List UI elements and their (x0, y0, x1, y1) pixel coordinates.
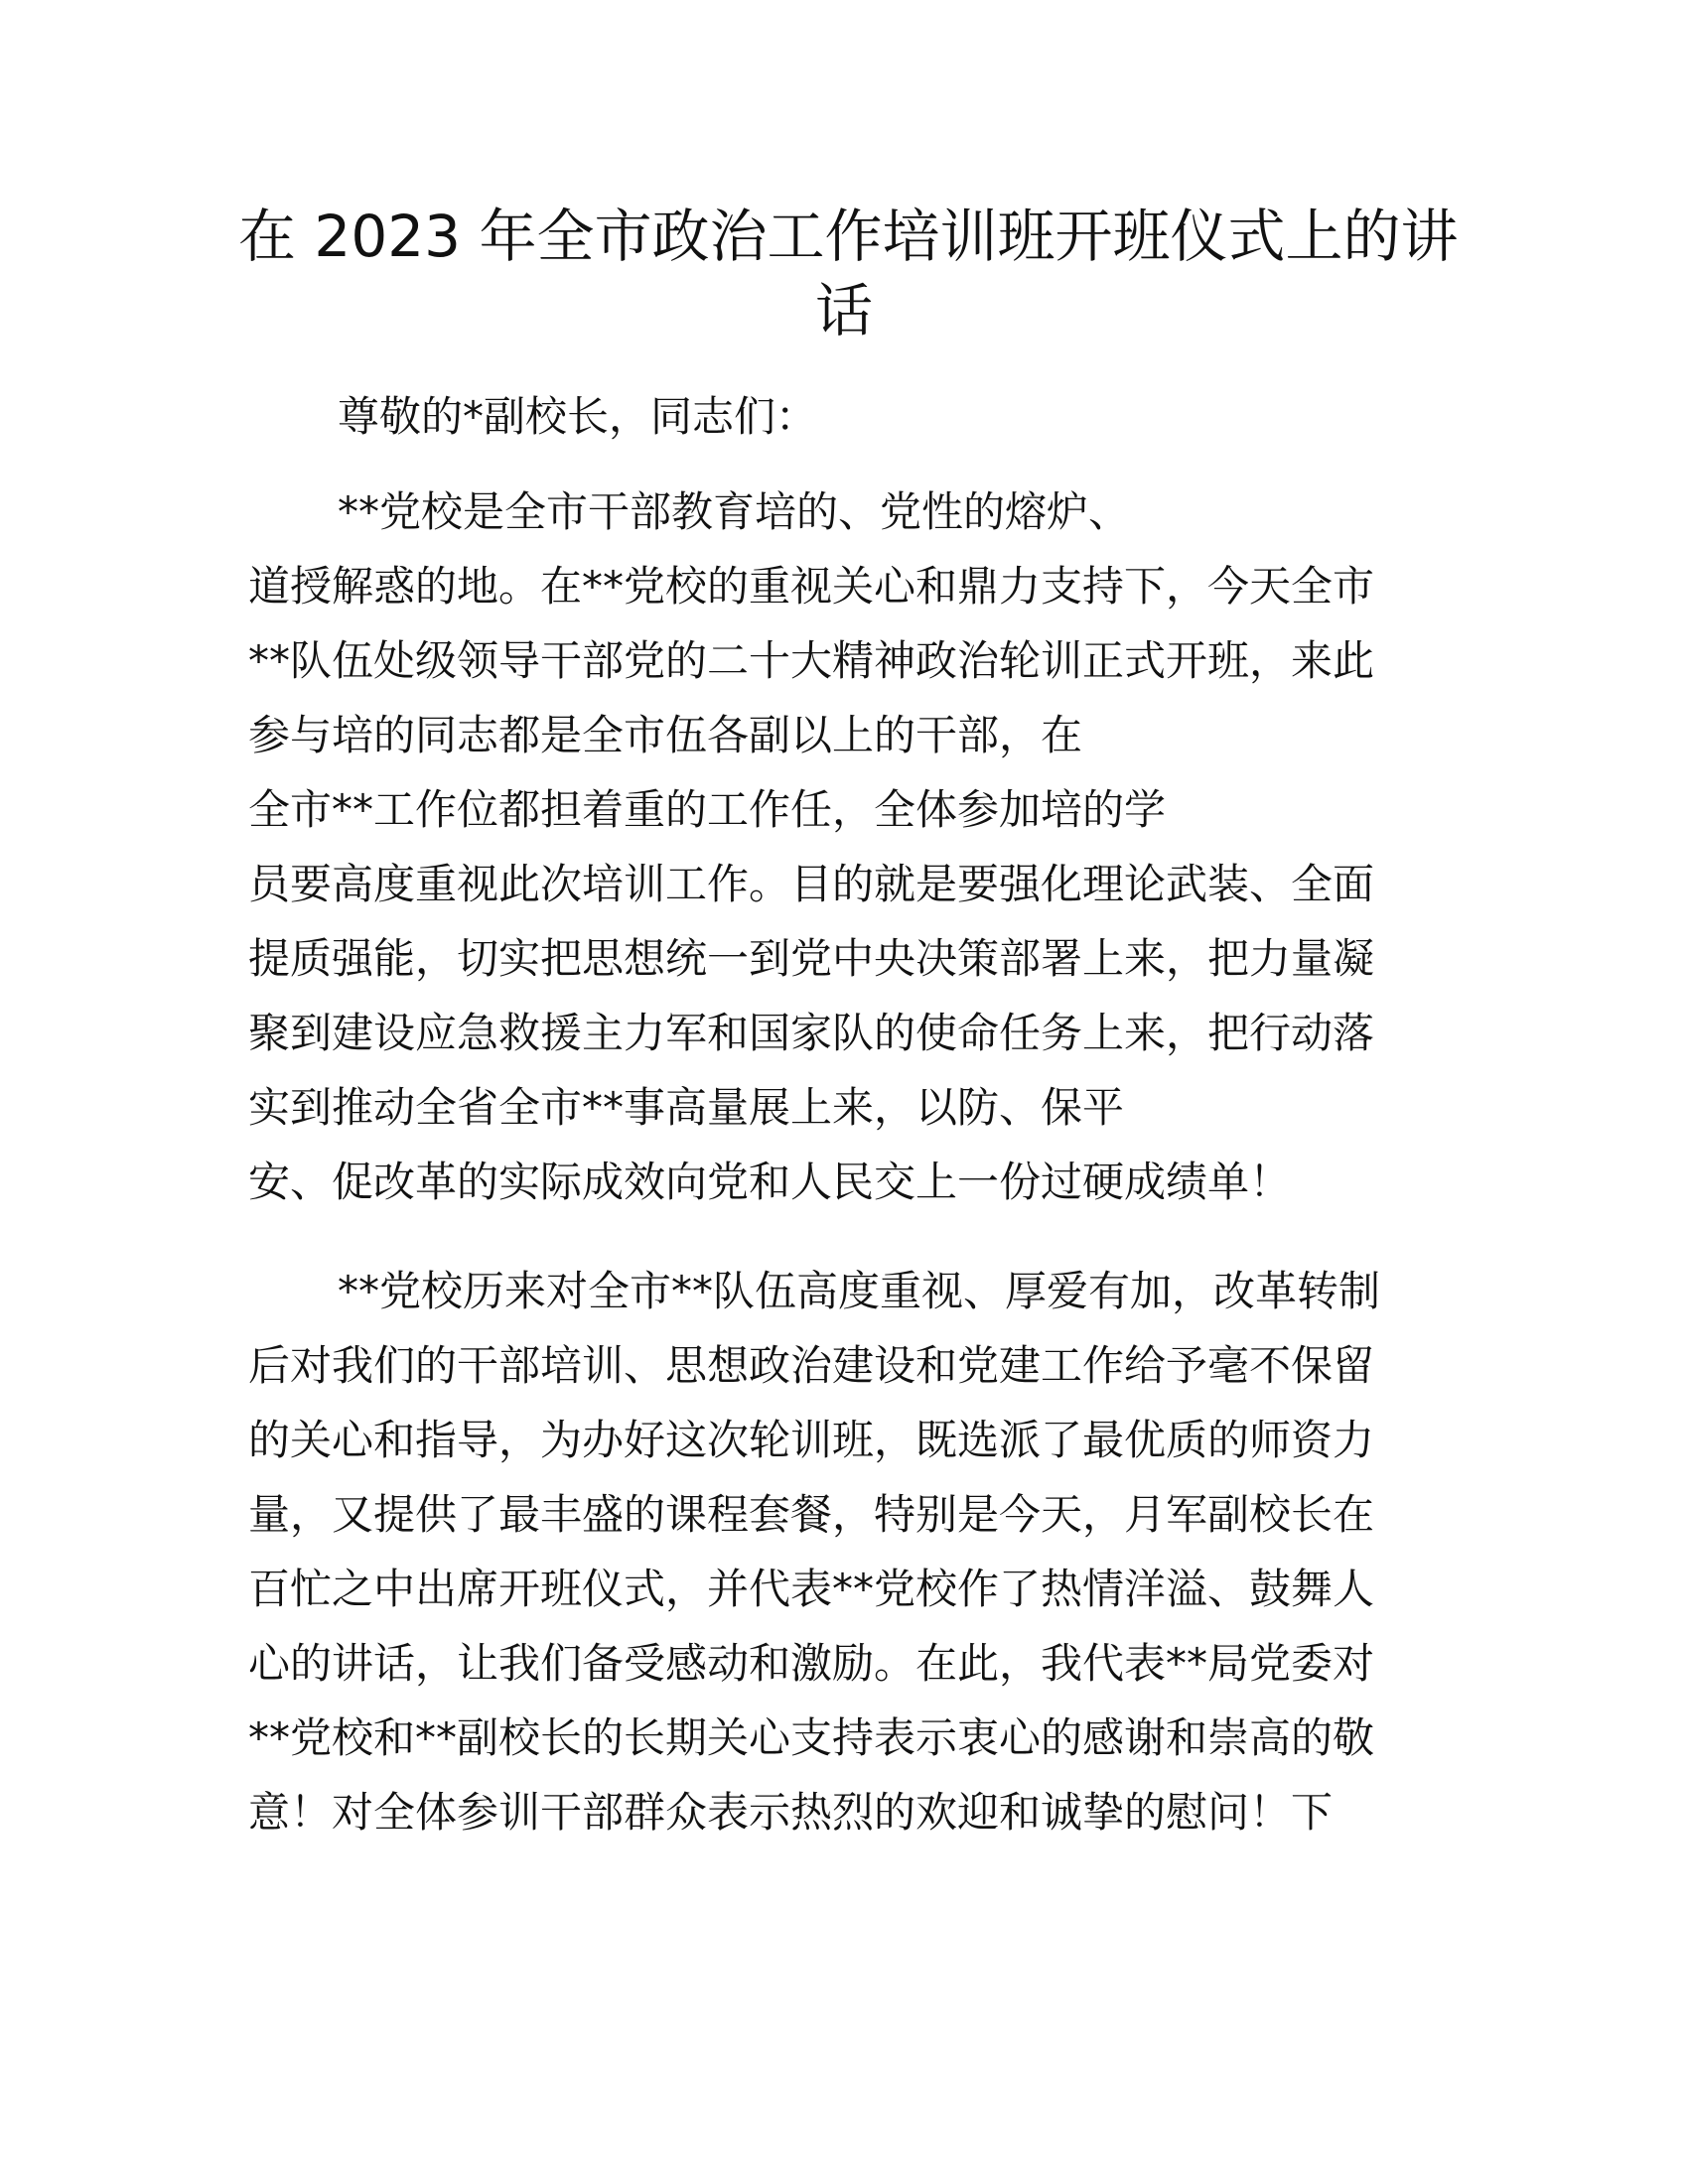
paragraph-2 (248, 1254, 1440, 1849)
paragraph-line: 心的讲话，让我们备受感动和激励。在此，我代表**局党委对 (248, 1639, 1375, 1688)
paragraph-line: **党校是全市干部教育培的、党性的熔炉、 (338, 487, 1131, 536)
paragraph-line: 量，又提供了最丰盛的课程套餐，特别是今天，月军副校长在 (248, 1490, 1375, 1539)
paragraph-line: 的关心和指导，为办好这次轮训班，既选派了最优质的师资力 (248, 1416, 1375, 1464)
paragraph-line: 参与培的同志都是全市伍各副以上的干部，在 (248, 711, 1083, 759)
document-title (238, 197, 1459, 345)
paragraph-line: 后对我们的干部培训、思想政治建设和党建工作给予毫不保留 (248, 1341, 1375, 1390)
paragraph-line: 安、促改革的实际成效向党和人民交上一份过硬成绩单！ (248, 1158, 1292, 1206)
paragraph-line: 全市**工作位都担着重的工作任，全体参加培的学 (248, 785, 1167, 834)
paragraph-line: 道授解惑的地。在**党校的重视关心和鼎力支持下，今天全市 (248, 562, 1375, 611)
paragraph-line: 聚到建设应急救援主力军和国家队的使命任务上来，把行动落 (248, 1009, 1375, 1057)
paragraph-line: **党校历来对全市**队伍高度重视、厚爱有加，改革转制 (338, 1267, 1381, 1315)
paragraph-line: 提质强能，切实把思想统一到党中央决策部署上来，把力量凝 (248, 934, 1375, 983)
paragraph-line: 百忙之中出席开班仪式，并代表**党校作了热情洋溢、鼓舞人 (248, 1565, 1375, 1613)
paragraph-line: 员要高度重视此次培训工作。目的就是要强化理论武装、全面 (248, 860, 1375, 908)
paragraph-line: **党校和**副校长的长期关心支持表示衷心的感谢和崇高的敬 (248, 1713, 1375, 1762)
paragraph-line: 意！对全体参训干部群众表示热烈的欢迎和诚挚的慰问！下 (248, 1788, 1334, 1837)
salutation: 尊敬的*副校长，同志们： (338, 392, 818, 441)
paragraph-1 (248, 475, 1440, 1219)
paragraph-line: **队伍处级领导干部党的二十大精神政治轮训正式开班，来此 (248, 636, 1375, 685)
paragraph-line: 实到推动全省全市**事高量展上来，以防、保平 (248, 1083, 1125, 1132)
title-line: 话 (814, 277, 873, 344)
title-line: 在 2023 年全市政治工作培训班开班仪式上的讲 (238, 203, 1459, 270)
